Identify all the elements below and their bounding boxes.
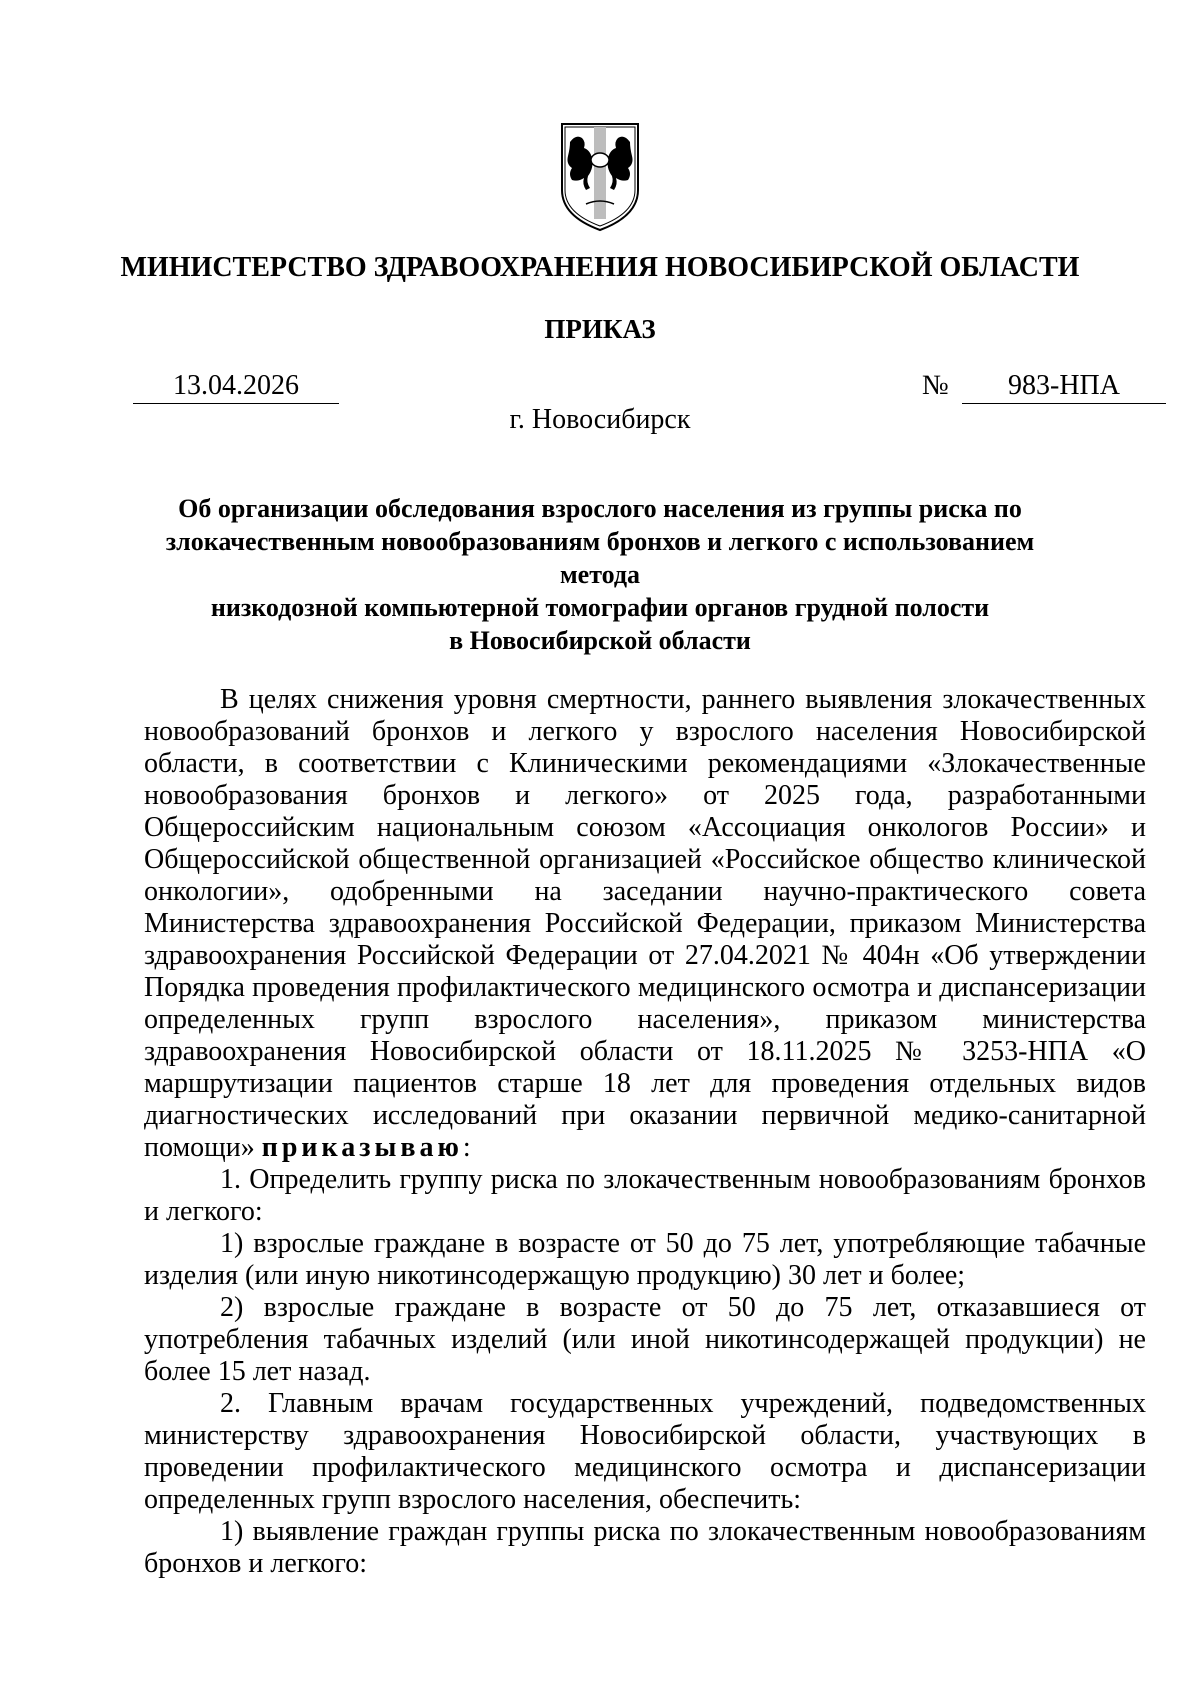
city-name: г. Новосибирск	[509, 404, 691, 435]
ministry-name: МИНИСТЕРСТВО ЗДРАВООХРАНЕНИЯ НОВОСИБИРСКОЙ ОБЛАСТИ	[120, 252, 1080, 283]
clause-2: 2. Главным врачам государственных учреждений, подведомственных министерству здравоохранения Новосибирской области, участвующих в проведении профилактического медицинского осмотра и диспансеризации определенных групп взрослого населения, обеспечить:	[144, 1388, 1146, 1515]
title-line: в Новосибирской области	[449, 626, 751, 655]
title-line: низкодозной компьютерной томографии органов грудной полости	[210, 593, 990, 622]
clause-1-item-1: 1) взрослые граждане в возрасте от 50 до 75 лет, употребляющие табачные изделия (или иную никотинсодержащую продукцию) 30 лет и более;	[144, 1228, 1146, 1291]
title-line: злокачественным новообразованиям бронхов и легкого с использованием метода	[165, 527, 1035, 589]
document-title	[130, 492, 1070, 657]
clause-1-item-2: 2) взрослые граждане в возрасте от 50 до 75 лет, отказавшиеся от употребления табачных изделий (или иной никотинсодержащей продукции) не более 15 лет назад.	[144, 1292, 1146, 1387]
order-date: 13.04.2026	[133, 369, 339, 404]
order-colon: :	[462, 1132, 471, 1163]
clause-1: 1. Определить группу риска по злокачественным новообразованиям бронхов и легкого:	[144, 1164, 1146, 1227]
order-number: 983-НПА	[962, 369, 1166, 404]
order-keyword: приказываю	[261, 1132, 463, 1163]
document-type: ПРИКАЗ	[544, 314, 656, 344]
preamble-paragraph	[144, 684, 1146, 1164]
coat-of-arms-icon	[558, 120, 642, 232]
document-body	[144, 684, 1146, 1580]
title-line: Об организации обследования взрослого населения из группы риска по	[178, 494, 1022, 523]
number-sign: №	[922, 370, 949, 401]
clause-2-item-1: 1) выявление граждан группы риска по злокачественным новообразованиям бронхов и легкого:	[144, 1516, 1146, 1579]
preamble-text: В целях снижения уровня смертности, раннего выявления злокачественных новообразований бронхов и легкого у взрослого населения Новосибирской области, в соответствии с Клиническими рекомендациями «Злокачественные новообразования бронхов и легкого» от 2025 года, разработанными Общероссийским национальным союзом «Ассоциация онкологов России» и Общероссийской общественной организацией «Российское общество клинической онкологии», одобренными на заседании научно-практического совета Министерства здравоохранения Российской Федерации, приказом Министерства здравоохранения Российской Федерации от 27.04.2021 № 404н «Об утверждении Порядка проведения профилактического медицинского осмотра и диспансеризации определенных групп взрослого населения», приказом министерства здравоохранения Новосибирской области от 18.11.2025 № 3253-НПА «О маршрутизации пациентов старше 18 лет для проведения отдельных видов диагностических исследований при оказании первичной медико-санитарной помощи»	[144, 684, 1146, 1163]
